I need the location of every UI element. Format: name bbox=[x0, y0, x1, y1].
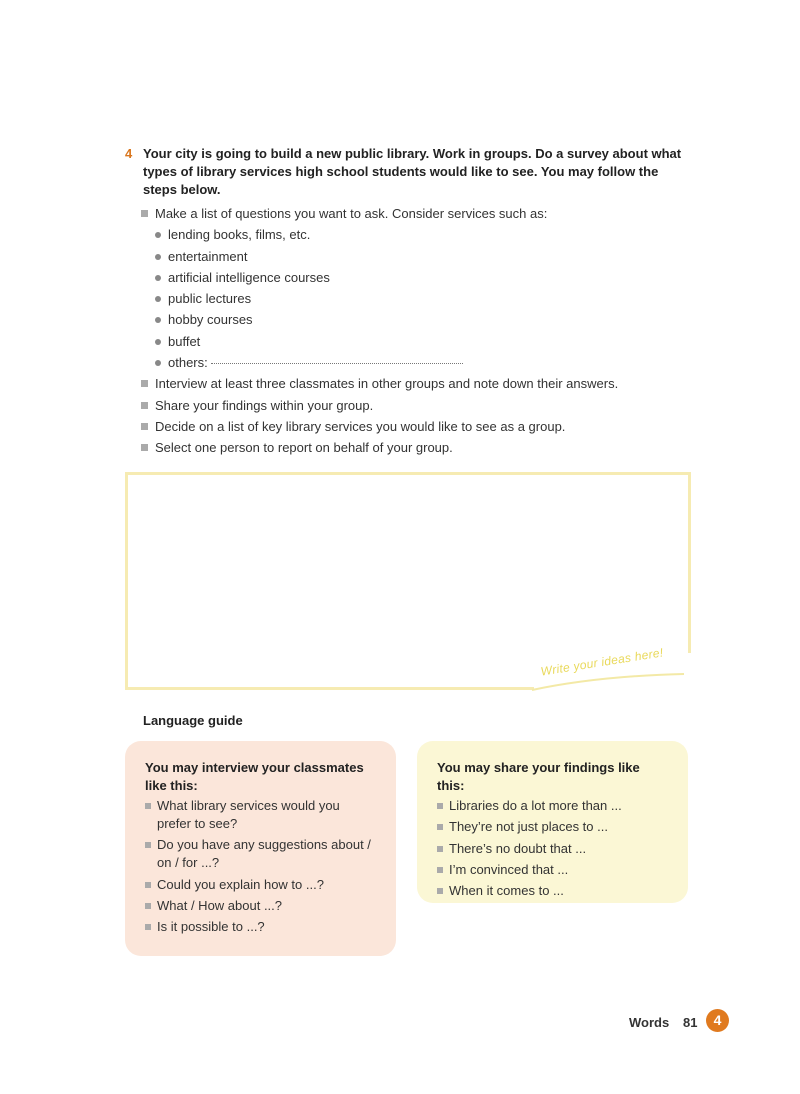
service-item-others bbox=[155, 352, 695, 373]
service-item: hobby courses bbox=[155, 309, 695, 330]
step-text: Make a list of questions you want to ask. Consider services such as: bbox=[155, 206, 548, 221]
share-heading: You may share your findings like this: bbox=[437, 760, 640, 793]
phrase-item: When it comes to ... bbox=[437, 882, 668, 900]
service-item: artificial intelligence courses bbox=[155, 267, 695, 288]
service-item: buffet bbox=[155, 331, 695, 352]
footer-unit-title: Words bbox=[629, 1015, 670, 1030]
others-label: others: bbox=[168, 355, 208, 371]
phrase-item: Libraries do a lot more than ... bbox=[437, 797, 668, 815]
interview-phrases-card bbox=[125, 741, 396, 956]
page-number: 81 bbox=[683, 1015, 698, 1030]
step-item: Share your findings within your group. bbox=[141, 395, 695, 416]
hint-underline bbox=[528, 672, 688, 692]
share-phrases-card bbox=[417, 741, 688, 903]
service-item: lending books, films, etc. bbox=[155, 224, 695, 245]
share-phrases-list bbox=[437, 797, 668, 900]
services-list bbox=[155, 224, 695, 373]
step-item: Interview at least three classmates in other groups and note down their answers. bbox=[141, 373, 695, 394]
interview-heading: You may interview your classmates like this: bbox=[145, 760, 364, 793]
write-ideas-hint: Write your ideas here! bbox=[539, 645, 665, 679]
phrase-item: They’re not just places to ... bbox=[437, 818, 668, 836]
phrase-item: What library services would you prefer to see? bbox=[145, 797, 376, 833]
steps-list bbox=[125, 203, 695, 459]
step-item: Decide on a list of key library services you would like to see as a group. bbox=[141, 416, 695, 437]
phrase-item: I’m convinced that ... bbox=[437, 861, 668, 879]
interview-phrases-list bbox=[145, 797, 376, 936]
step-item: Select one person to report on behalf of your group. bbox=[141, 437, 695, 458]
phrase-item: Could you explain how to ...? bbox=[145, 876, 376, 894]
service-item: public lectures bbox=[155, 288, 695, 309]
task-number: 4 bbox=[125, 146, 133, 161]
service-item: entertainment bbox=[155, 246, 695, 267]
phrase-item: Is it possible to ...? bbox=[145, 918, 376, 936]
task-instruction: Your city is going to build a new public library. Work in groups. Do a survey about what types of library services high school students would like to see. You may follow the steps below. bbox=[143, 146, 682, 197]
others-fill-line[interactable] bbox=[211, 363, 463, 364]
unit-number-badge: 4 bbox=[706, 1009, 729, 1032]
phrase-item: What / How about ...? bbox=[145, 897, 376, 915]
language-guide-title: Language guide bbox=[143, 713, 243, 728]
phrase-item: Do you have any suggestions about / on / for ...? bbox=[145, 836, 376, 872]
step-item bbox=[141, 203, 695, 373]
task-4 bbox=[125, 145, 695, 459]
phrase-item: There’s no doubt that ... bbox=[437, 840, 668, 858]
